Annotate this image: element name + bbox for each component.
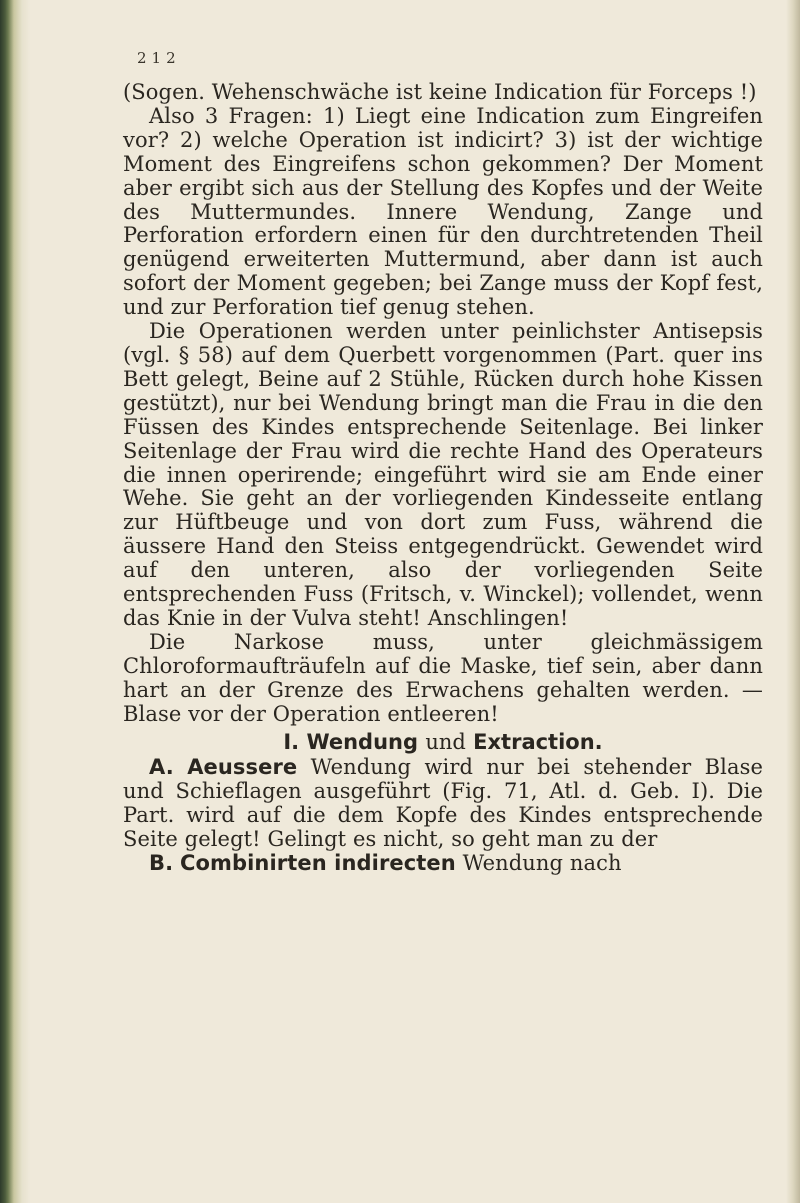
section-term-wendung: Wendung — [306, 730, 419, 755]
subsection-b — [123, 852, 763, 876]
section-numeral: I. — [283, 730, 300, 755]
subsection-a-title: Aeussere — [187, 755, 298, 780]
subsection-a-label: A. — [149, 755, 174, 780]
section-term-extraction: Extraction. — [473, 730, 603, 755]
paragraph-antisepsis: Die Operationen werden unter peinlichster Antisepsis (vgl. § 58) auf dem Querbett vorgenommen (Part. quer ins Bett gelegt, Beine auf 2 Stühle, Rücken durch hohe Kissen gestützt), nur bei Wendung bringt man die Frau in die den Füssen des Kindes entsprechende Seitenlage. Bei linker Seitenlage der Frau wird die rechte Hand des Operateurs die innen operirende; eingeführt wird sie am Ende einer Wehe. Sie geht an der vorliegenden Kindesseite entlang zur Hüftbeuge und von dort zum Fuss, während die äussere Hand den Steiss entgegendrückt. Gewendet wird auf den unteren, also der vorliegenden Seite entsprechenden Fuss (Fritsch, v. Winckel); vollendet, wenn das Knie in der Vulva steht! Anschlingen! — [123, 319, 763, 630]
paragraph-three-questions: Also 3 Fragen: 1) Liegt eine Indication zum Eingreifen vor? 2) welche Operation ist indicirt? 3) ist der wichtige Moment des Eingreifens schon gekommen? Der Moment aber ergibt sich aus der Stellung des Kopfes und der Weite des Muttermundes. Innere Wendung, Zange und Perforation erfordern einen für den durchtretenden Theil genügend erweiterten Muttermund, aber dann ist auch sofort der Moment gegeben; bei Zange muss der Kopf fest, und zur Perforation tief genug stehen. — [123, 103, 763, 320]
subsection-b-title: Combinirten indirecten — [179, 851, 456, 876]
subsection-b-label: B. — [149, 851, 174, 876]
paragraph-narkose: Die Narkose muss, unter gleichmässigem Chloroformaufträufeln auf die Maske, tief sein, aber dann hart an der Grenze des Erwachens gehalten werden. — Blase vor der Operation entleeren! — [123, 629, 763, 726]
subsection-b-body: Wendung nach — [462, 851, 622, 876]
section-heading — [123, 730, 763, 754]
paragraph-forceps-note: (Sogen. Wehenschwäche ist keine Indication für Forceps !) — [123, 80, 757, 104]
scanned-page-edge — [786, 0, 800, 1203]
section-conjunction: und — [425, 730, 466, 755]
book-page — [123, 49, 763, 876]
subsection-a — [123, 756, 763, 852]
page-number: 212 — [137, 49, 181, 67]
scanned-binding-edge — [0, 0, 30, 1203]
subsection-a-body: Wendung wird nur bei stehender Blase und Schieflagen ausgeführt (Fig. 71, Atl. d. Geb. I). Die Part. wird auf die dem Kopfe des Kindes entsprechende Seite gelegt! Gelingt es nicht, so geht man zu der — [123, 755, 763, 852]
